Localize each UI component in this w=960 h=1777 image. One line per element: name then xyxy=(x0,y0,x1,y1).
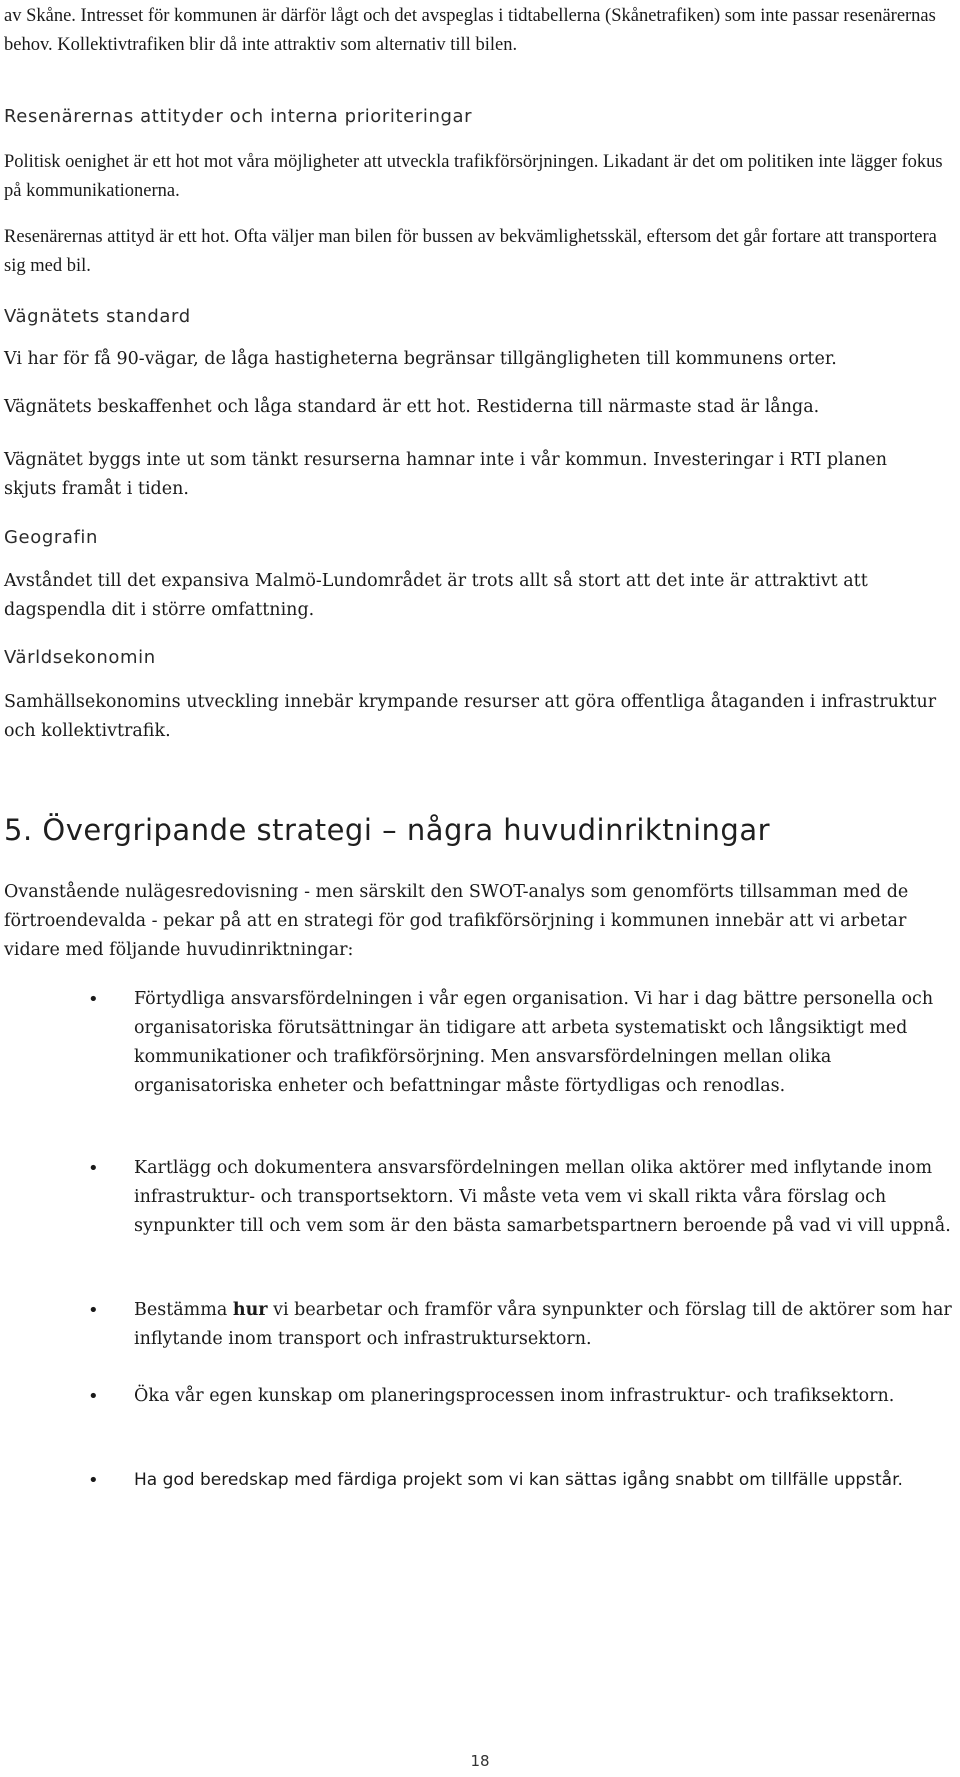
list-item-text: Kartlägg och dokumentera ansvarsfördelningen mellan olika aktörer med inflytande inom infrastruktur- och transportsektorn. Vi måste veta vem vi skall rikta våra förslag och synpunkter till och vem som är den bästa samarbetspartnern beroende på vad vi vill uppnå. xyxy=(134,1158,951,1236)
chapter-intro-paragraph: Ovanstående nulägesredovisning - men särskilt den SWOT-analys som genomförts tillsamman med de förtroendevalda - pekar på att en strategi för god trafikförsörjning i kommunen innebär att vi arbetar vidare med följande huvudinriktningar: xyxy=(4,882,909,960)
paragraph-vagnat-1: Vi har för få 90-vägar, de låga hastigheterna begränsar tillgängligheten till kommunens orter. xyxy=(4,349,837,369)
paragraph-varldsekonomin-1: Samhällsekonomins utveckling innebär krympande resurser att göra offentliga åtaganden i infrastruktur och kollektivtrafik. xyxy=(4,692,937,741)
list-item-text-suffix: vi bearbetar och framför våra synpunkter och förslag till de aktörer som har inflytande inom transport och infrastruktursektorn. xyxy=(134,1300,952,1349)
list-item-text: Förtydliga ansvarsfördelningen i vår egen organisation. Vi har i dag bättre personella och organisatoriska förutsättningar än tidigare att arbeta systematiskt och långsiktigt med kommunikationer och trafikförsörjning. Men ansvarsfördelningen mellan olika organisatoriska enheter och befattningar måste förtydligas och renodlas. xyxy=(134,989,934,1096)
bullet-icon: • xyxy=(88,1300,99,1321)
list-item-emphasis: hur xyxy=(232,1300,268,1320)
page-number: 18 xyxy=(470,1752,490,1770)
bullet-icon: • xyxy=(88,1386,99,1407)
paragraph-vagnat-3: Vägnätet byggs inte ut som tänkt resurserna hamnar inte i vår kommun. Investeringar i RTI planen skjuts framåt i tiden. xyxy=(4,450,888,499)
bullet-icon: • xyxy=(88,1470,99,1491)
list-item-text-prefix: Bestämma xyxy=(134,1300,233,1320)
section-heading-geografin: Geografin xyxy=(4,527,99,548)
list-item-text: Öka vår egen kunskap om planeringsprocessen inom infrastruktur- och trafiksektorn. xyxy=(134,1386,895,1406)
list-item-text: Ha god beredskap med färdiga projekt som vi kan sättas igång snabbt om tillfälle uppstår. xyxy=(134,1470,903,1490)
bullet-icon: • xyxy=(88,989,99,1010)
list-item-text xyxy=(134,1296,952,1354)
bullet-icon: • xyxy=(88,1158,99,1179)
chapter-heading: 5. Övergripande strategi – några huvudinriktningar xyxy=(4,813,771,847)
intro-paragraph: av Skåne. Intresset för kommunen är därför lågt och det avspeglas i tidtabellerna (Skånetrafiken) som inte passar resenärernas behov. Kollektivtrafiken blir då inte attraktiv som alternativ till bilen. xyxy=(4,6,936,55)
paragraph-attityder-1: Politisk oenighet är ett hot mot våra möjligheter att utveckla trafikförsörjningen. Likadant är det om politiken inte lägger fokus på kommunikationerna. xyxy=(4,152,943,201)
paragraph-vagnat-2: Vägnätets beskaffenhet och låga standard är ett hot. Restiderna till närmaste stad är långa. xyxy=(4,397,820,417)
section-heading-attityder: Resenärernas attityder och interna prioriteringar xyxy=(4,106,473,127)
section-heading-varldsekonomin: Världsekonomin xyxy=(4,647,156,668)
paragraph-geografin-1: Avståndet till det expansiva Malmö-Lundområdet är trots allt så stort att det inte är attraktivt att dagspendla dit i större omfattning. xyxy=(4,571,868,620)
section-heading-vagnat: Vägnätets standard xyxy=(4,306,191,327)
paragraph-attityder-2: Resenärernas attityd är ett hot. Ofta väljer man bilen för bussen av bekvämlighetsskäl, eftersom det går fortare att transportera sig med bil. xyxy=(4,227,937,276)
